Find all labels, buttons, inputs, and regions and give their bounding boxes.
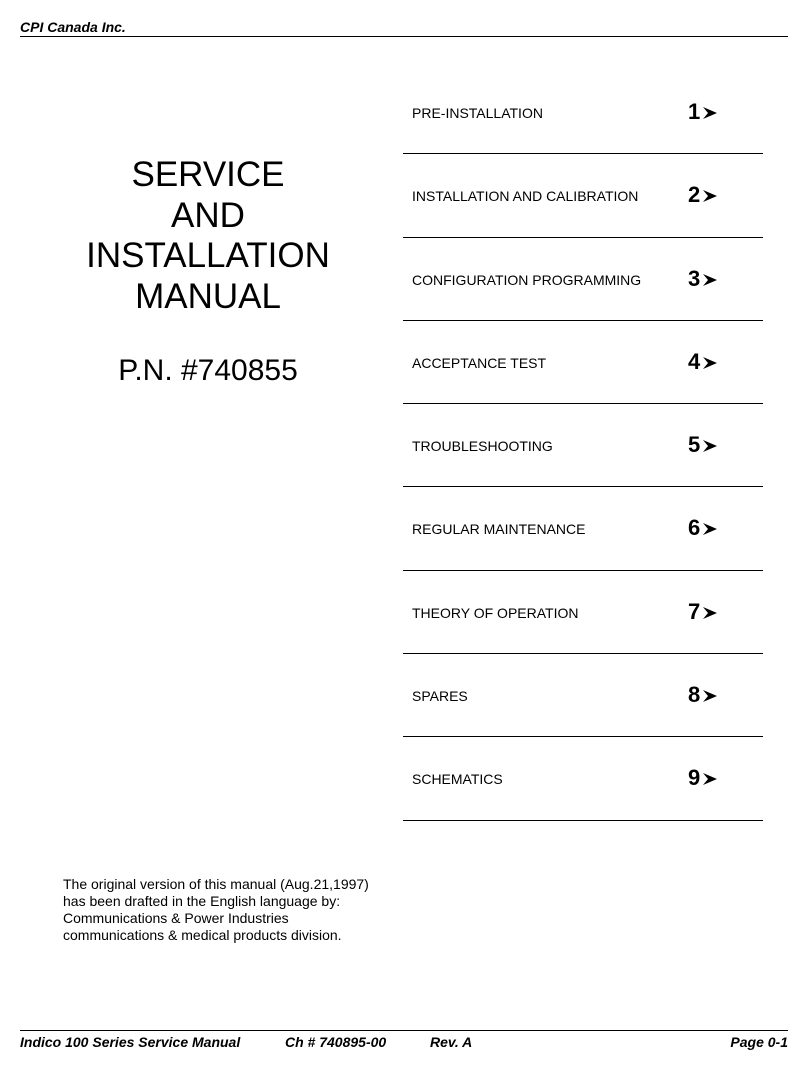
header-company-name: CPI Canada Inc. — [20, 19, 126, 35]
footer-revision: Rev. A — [430, 1034, 473, 1050]
title-line: SERVICE — [131, 155, 285, 194]
arrowhead-icon — [702, 189, 718, 203]
footer-manual-title: Indico 100 Series Service Manual — [20, 1034, 241, 1050]
toc-item-troubleshooting[interactable] — [403, 404, 763, 487]
footer-divider — [20, 1030, 788, 1031]
toc-item-number: 7 — [688, 598, 701, 624]
origin-note-line: The original version of this manual (Aug.21,1997) — [63, 876, 369, 892]
footer-chapter-number: Ch # 740895-00 — [285, 1034, 387, 1050]
toc-item-number: 1 — [688, 99, 701, 124]
toc-item-label: INSTALLATION AND CALIBRATION — [412, 188, 639, 205]
arrowhead-icon — [702, 606, 718, 620]
part-number: P.N. #740855 — [118, 354, 298, 387]
arrowhead-icon — [702, 106, 718, 120]
toc-item-pre-installation[interactable] — [403, 71, 763, 154]
toc-item-number: 8 — [688, 682, 701, 708]
title-line: INSTALLATION — [86, 236, 330, 275]
arrowhead-icon — [702, 273, 718, 287]
title-line: MANUAL — [135, 276, 281, 316]
toc-item-spares[interactable] — [403, 654, 763, 737]
arrowhead-icon — [702, 522, 718, 536]
toc-item-number: 2 — [688, 182, 701, 208]
arrowhead-icon — [702, 439, 718, 453]
toc-item-theory-of-operation[interactable] — [403, 571, 763, 654]
toc-item-number: 3 — [688, 265, 701, 291]
header-divider — [20, 36, 788, 37]
origin-note-line: Communications & Power Industries — [63, 910, 289, 926]
toc-item-label: SPARES — [412, 688, 468, 705]
origin-note-line: communications & medical products division. — [63, 927, 342, 943]
toc-item-label: REGULAR MAINTENANCE — [412, 521, 586, 538]
toc-item-number: 4 — [688, 348, 701, 374]
arrowhead-icon — [702, 356, 718, 370]
toc-item-label: THEORY OF OPERATION — [412, 604, 579, 621]
arrowhead-icon — [702, 689, 718, 703]
toc-item-label: SCHEMATICS — [412, 771, 503, 788]
toc-item-regular-maintenance[interactable] — [403, 487, 763, 570]
title-line: AND — [171, 195, 245, 235]
toc-item-label: ACCEPTANCE TEST — [412, 354, 547, 371]
origin-note-line: has been drafted in the English language by: — [63, 893, 341, 909]
table-of-contents — [403, 71, 763, 821]
toc-item-acceptance-test[interactable] — [403, 321, 763, 404]
footer-page-number: Page 0-1 — [730, 1034, 788, 1050]
toc-item-number: 6 — [688, 515, 701, 541]
toc-item-label: CONFIGURATION PROGRAMMING — [412, 271, 642, 288]
toc-item-configuration-programming[interactable] — [403, 238, 763, 321]
toc-item-schematics[interactable] — [403, 737, 763, 820]
toc-item-label: TROUBLESHOOTING — [412, 438, 553, 455]
toc-item-installation-calibration[interactable] — [403, 154, 763, 237]
arrowhead-icon — [702, 772, 718, 786]
toc-item-number: 9 — [688, 765, 701, 791]
toc-item-label: PRE-INSTALLATION — [412, 105, 543, 121]
manual-title — [60, 155, 356, 317]
toc-item-number: 5 — [688, 432, 701, 458]
origin-note — [63, 876, 403, 944]
